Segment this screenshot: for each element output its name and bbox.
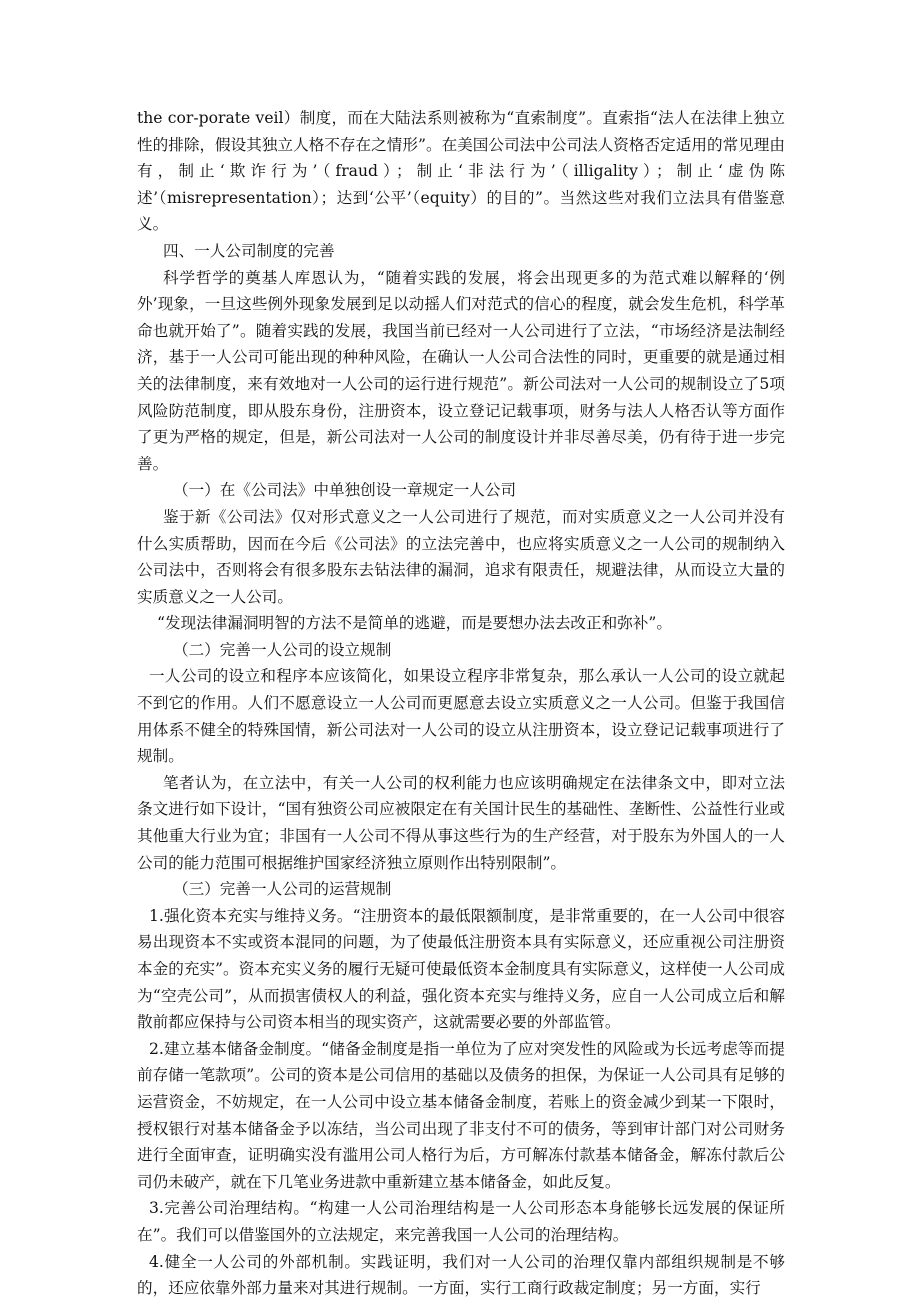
quote-paragraph: “发现法律漏洞明智的方法不是简单的逃避，而是要想办法去改正和弥补”。	[157, 614, 672, 633]
body-paragraph: 2.建立基本储备金制度。“储备金制度是指一单位为了应对突发性的风险或为长远考虑等而提前存储一笔款项”。公司的资本是公司信用的基础以及债务的担保，为保证一人公司具有足够的运营资金，不妨规定，在一人公司中设立基本储备金制度，若账上的资金减少到某一下限时，授权银行对基本储备金予以冻结，当公司出现了非支付不可的债务，等到审计部门对公司财务进行全面审查，证明确实没有滥用公司人格行为后，方可解冻付款基本储备金，解冻付款后公司仍未破产，就在下几笔业务进款中重新建立基本储备金，如此反复。	[137, 1039, 785, 1191]
subsection-heading: （三）完善一人公司的运营规制	[173, 880, 392, 899]
body-paragraph: 1.强化资本充实与维持义务。“注册资本的最低限额制度，是非常重要的，在一人公司中很容易出现资本不实或资本混同的问题，为了使最低注册资本具有实际意义，还应重视公司注册资本金的充实”。资本充实义务的履行无疑可使最低资本金制度具有实际意义，这样使一人公司成为“空壳公司”，从而损害债权人的利益，强化资本充实与维持义务，应自一人公司成立后和解散前都应保持与公司资本相当的现实资产，这就需要必要的外部监管。	[137, 906, 785, 1032]
body-paragraph: 4.健全一人公司的外部机制。实践证明，我们对一人公司的治理仅靠内部组织规制是不够的，还应依靠外部力量来对其进行规制。一方面，实行工商行政裁定制度；另一方面，实行	[137, 1252, 785, 1298]
body-paragraph: 笔者认为，在立法中，有关一人公司的权利能力也应该明确规定在法律条文中，即对立法条文进行如下设计，“国有独资公司应被限定在有关国计民生的基础性、垄断性、公益性行业或其他重大行业为宜；非国有一人公司不得从事这些行为的生产经营，对于股东为外国人的一人公司的能力范围可根据维护国家经济独立原则作出特别限制”。	[137, 773, 785, 872]
subsection-heading: （一）在《公司法》中单独创设一章规定一人公司	[173, 481, 517, 500]
section-heading: 四、一人公司制度的完善	[163, 241, 335, 260]
body-paragraph: 科学哲学的奠基人库恩认为，“随着实践的发展，将会出现更多的为范式难以解释的‘例外’现象，一旦这些例外现象发展到足以动摇人们对范式的信心的程度，就会发生危机，科学革命也就开始了”。随着实践的发展，我国当前已经对一人公司进行了立法，“市场经济是法制经济，基于一人公司可能出现的种种风险，在确认一人公司合法性的同时，更重要的就是通过相关的法律制度，来有效地对一人公司的运行进行规范”。新公司法对一人公司的规制设立了5项风险防范制度，即从股东身份，注册资本，设立登记记载事项，财务与法人人格否认等方面作了更为严格的规定，但是，新公司法对一人公司的制度设计并非尽善尽美，仍有待于进一步完善。	[137, 268, 785, 473]
body-paragraph: 一人公司的设立和程序本应该简化，如果设立程序非常复杂，那么承认一人公司的设立就起不到它的作用。人们不愿意设立一人公司而更愿意去设立实质意义之一人公司。但鉴于我国信用体系不健全的特殊国情，新公司法对一人公司的设立从注册资本，设立登记记载事项进行了规制。	[137, 667, 785, 766]
subsection-heading: （二）完善一人公司的设立规制	[173, 640, 392, 659]
body-paragraph: the cor-porate veil）制度，而在大陆法系则被称为“直索制度”。直索指“法人在法律上独立性的排除，假设其独立人格不存在之情形”。在美国公司法中公司法人资格否定适用的常见理由有，制止‘欺诈行为’（fraud）；制止‘非法行为’（illigality）；制止‘虚伪陈述’（misrepresentation）；达到‘公平’（equity）的目的”。当然这些对我们立法具有借鉴意义。	[137, 109, 785, 234]
body-paragraph: 鉴于新《公司法》仅对形式意义之一人公司进行了规范，而对实质意义之一人公司并没有什么实质帮助，因而在今后《公司法》的立法完善中，也应将实质意义之一人公司的规制纳入公司法中，否则将会有很多股东去钻法律的漏洞，追求有限责任，规避法律，从而设立大量的实质意义之一人公司。	[137, 507, 785, 606]
document-page	[137, 105, 785, 1302]
body-paragraph: 3.完善公司治理结构。“构建一人公司治理结构是一人公司形态本身能够长远发展的保证所在”。我们可以借鉴国外的立法规定，来完善我国一人公司的治理结构。	[137, 1199, 785, 1244]
